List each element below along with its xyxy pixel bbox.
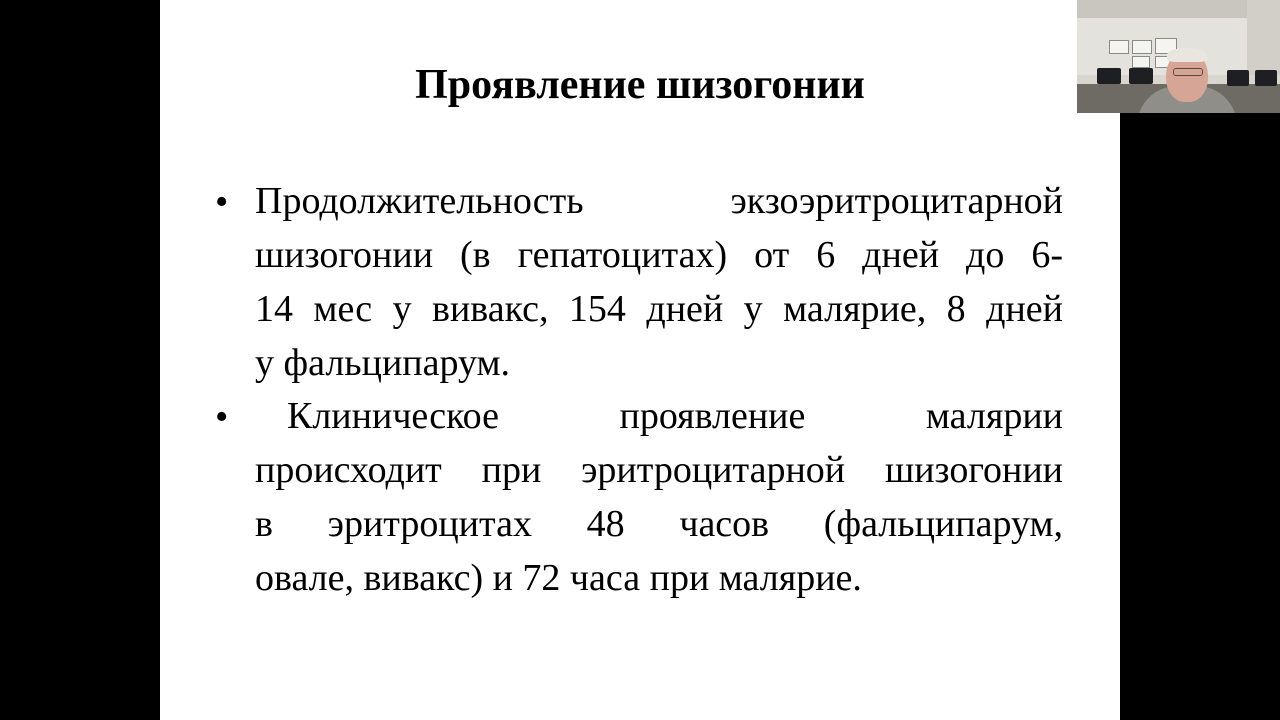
- paragraph-line: овале, вивакс) и 72 часа при малярие.: [255, 557, 862, 599]
- bullet-paragraph: [255, 389, 1063, 605]
- paragraph-line: 14 мес у вивакс, 154 дней у малярие, 8 дней: [255, 288, 1063, 330]
- presentation-slide: [160, 0, 1120, 720]
- bullet-paragraph: [255, 174, 1063, 390]
- paragraph-line: у фальципарум.: [255, 342, 511, 384]
- paragraph-line: шизогонии (в гепатоцитах) от 6 дней до 6-: [255, 234, 1063, 276]
- slide-title: Проявление шизогонии: [415, 62, 865, 108]
- bullet-marker: •: [215, 396, 229, 438]
- paragraph-line: Продолжительность экзоэритроцитарной: [255, 180, 1063, 222]
- paragraph-line: происходит при эритроцитарной шизогонии: [255, 449, 1063, 491]
- paragraph-line: Клиническое проявление малярии: [287, 395, 1063, 437]
- paragraph-line: в эритроцитах 48 часов (фальципарум,: [255, 503, 1063, 545]
- bullet-marker: •: [215, 181, 229, 223]
- webcam-video-thumbnail: [1077, 0, 1280, 113]
